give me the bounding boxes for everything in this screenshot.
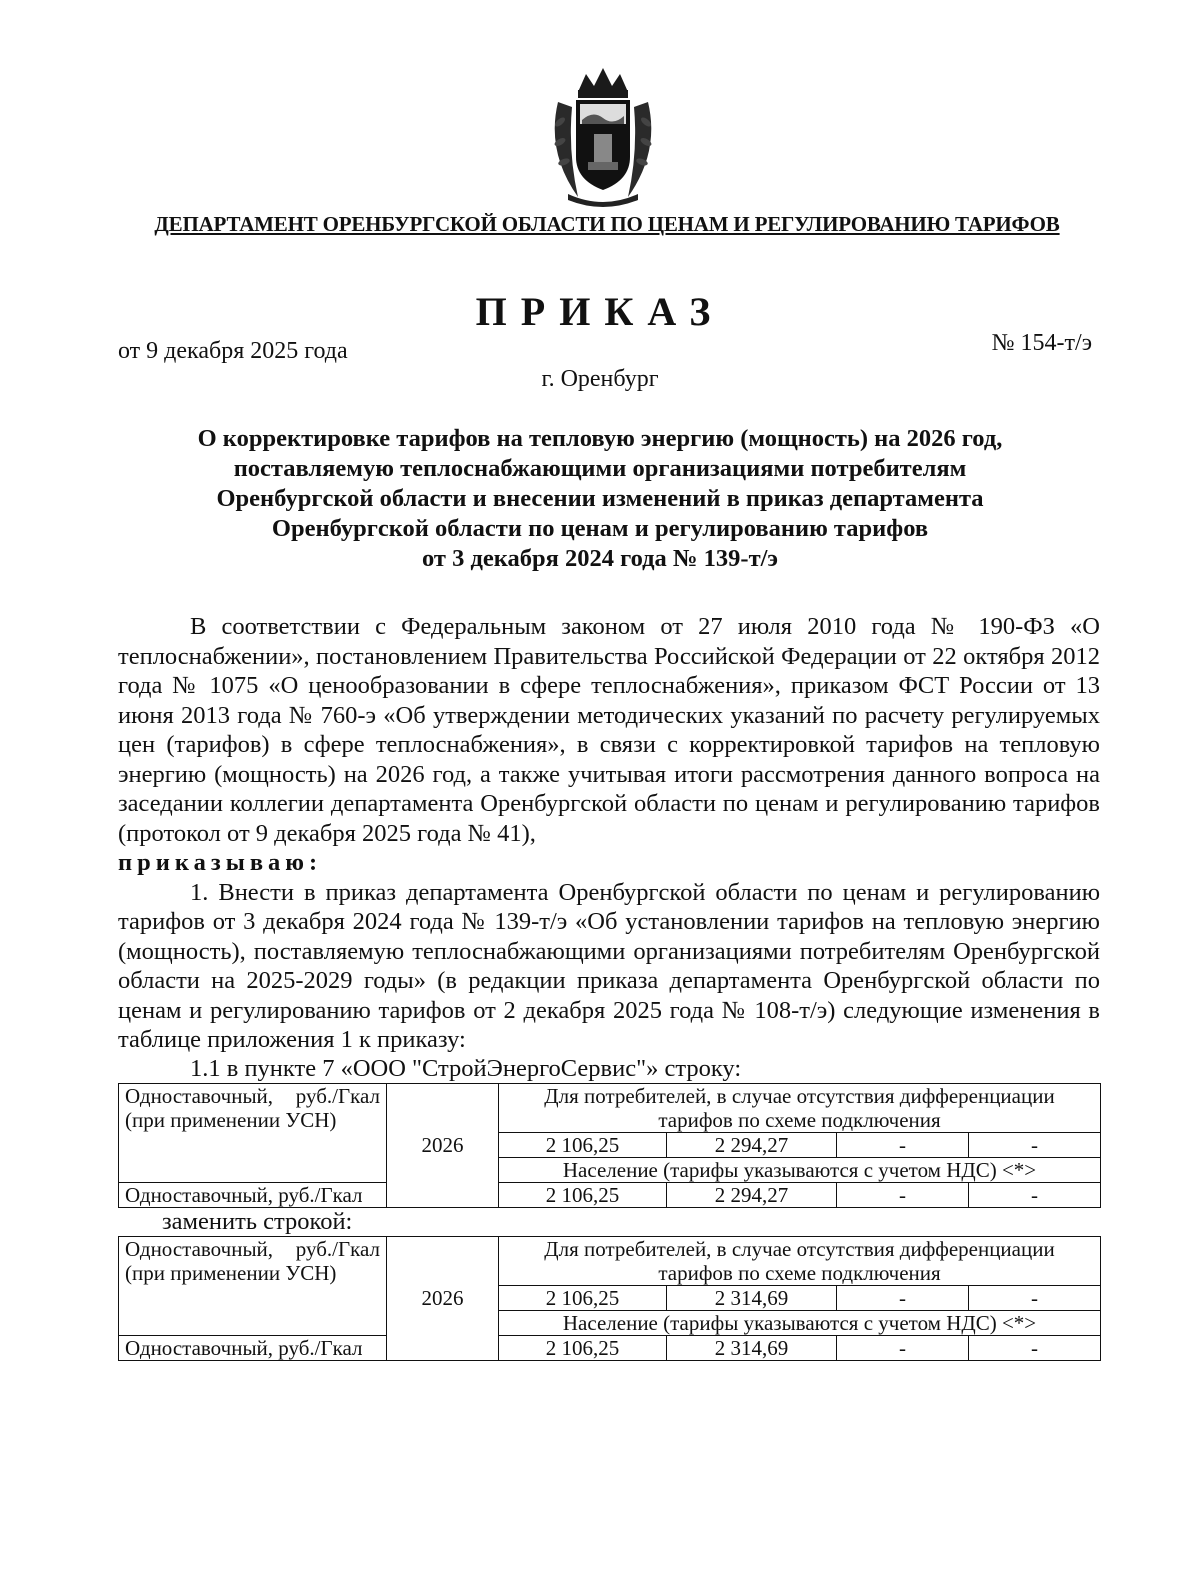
title-line: Оренбургской области по ценам и регулированию тарифов [271, 515, 929, 542]
item-1-paragraph: 1. Внести в приказ департамента Оренбургской области по ценам и регулированию тарифов от 3 декабря 2024 года № 139-т/э «Об установлении тарифов на тепловую энергию (мощность), поставляемую теплоснабжающими организациями потребителям Оренбургской области на 2025-2029 годы» (в редакции приказа департамента Оренбургской области по ценам и регулированию тарифов от 2 декабря 2025 года № 108-т/э) следующие изменения в таблице приложения 1 к приказу: [118, 878, 1100, 1053]
tariff-label-usn: Одноставочный, руб./Гкал (при применении УСН) [119, 1236, 387, 1335]
tariff-year: 2026 [387, 1236, 499, 1360]
tariff-value: 2 106,25 [499, 1285, 667, 1310]
tariff-value: - [969, 1182, 1101, 1207]
title-line: Оренбургской области и внесении изменений в приказ департамента [216, 485, 984, 512]
tariff-value: 2 106,25 [499, 1335, 667, 1360]
tariff-value: - [837, 1182, 969, 1207]
tariff-value: - [837, 1285, 969, 1310]
group-header-population: Население (тарифы указываются с учетом НДС) <*> [499, 1157, 1101, 1182]
tariff-label: Одноставочный, руб./Гкал [119, 1182, 387, 1207]
document-city: г. Оренбург [541, 366, 659, 392]
table-row [119, 1335, 1101, 1360]
tariff-value: - [837, 1335, 969, 1360]
tariff-value: 2 314,69 [667, 1335, 837, 1360]
tariff-value: 2 314,69 [667, 1285, 837, 1310]
group-header-consumers: Для потребителей, в случае отсутствия дифференциации тарифов по схеме подключения [499, 1083, 1101, 1132]
tariff-value: 2 106,25 [499, 1132, 667, 1157]
order-word: приказываю: [118, 849, 323, 876]
tariff-value: - [969, 1285, 1101, 1310]
table-row [119, 1083, 1101, 1132]
table-row [119, 1182, 1101, 1207]
tariff-label-usn: Одноставочный, руб./Гкал (при применении УСН) [119, 1083, 387, 1182]
title-line: О корректировке тарифов на тепловую энергию (мощность) на 2026 год, [197, 425, 1003, 452]
preamble-paragraph: В соответствии с Федеральным законом от 27 июля 2010 года № 190-ФЗ «О теплоснабжении», постановлением Правительства Российской Федерации от 22 октября 2012 года № 1075 «О ценообразовании в сфере теплоснабжения», приказом ФСТ России от 13 июня 2013 года № 760-э «Об утверждении методических указаний по расчету регулируемых цен (тарифов) в сфере теплоснабжения», в связи с корректировкой тарифов на тепловую энергию (мощность) на 2026 год, а также учитывая итоги рассмотрения данного вопроса на заседании коллегии департамента Оренбургской области по ценам и регулированию тарифов (протокол от 9 декабря 2025 года № 41), [118, 613, 1100, 847]
document-body [118, 612, 1100, 1361]
tariff-table-old [118, 1083, 1101, 1208]
replace-with-label: заменить строкой: [162, 1207, 353, 1235]
table-row [119, 1236, 1101, 1285]
title-line: поставляемую теплоснабжающими организациями потребителям [233, 455, 967, 482]
tariff-value: 2 294,27 [667, 1182, 837, 1207]
tariff-value: - [837, 1132, 969, 1157]
tariff-value: 2 294,27 [667, 1132, 837, 1157]
tariff-label: Одноставочный, руб./Гкал [119, 1335, 387, 1360]
title-line: от 3 декабря 2024 года № 139-т/э [421, 545, 778, 572]
document-number: № 154-т/э [991, 330, 1092, 356]
group-header-population: Население (тарифы указываются с учетом НДС) <*> [499, 1310, 1101, 1335]
tariff-value: 2 106,25 [499, 1182, 667, 1207]
tariff-year: 2026 [387, 1083, 499, 1207]
department-name: ДЕПАРТАМЕНТ ОРЕНБУРГСКОЙ ОБЛАСТИ ПО ЦЕНАМ И РЕГУЛИРОВАНИЮ ТАРИФОВ [154, 212, 1060, 236]
tariff-value: - [969, 1132, 1101, 1157]
document-date: от 9 декабря 2025 года [118, 338, 348, 364]
coat-of-arms-emblem [538, 62, 668, 212]
tariff-table-new [118, 1236, 1101, 1361]
document-title [130, 424, 1070, 574]
document-type-heading: ПРИКАЗ [475, 289, 725, 334]
item-1-1-paragraph: 1.1 в пункте 7 «ООО "СтройЭнергоСервис"» строку: [190, 1054, 742, 1082]
tariff-value: - [969, 1335, 1101, 1360]
group-header-consumers: Для потребителей, в случае отсутствия дифференциации тарифов по схеме подключения [499, 1236, 1101, 1285]
